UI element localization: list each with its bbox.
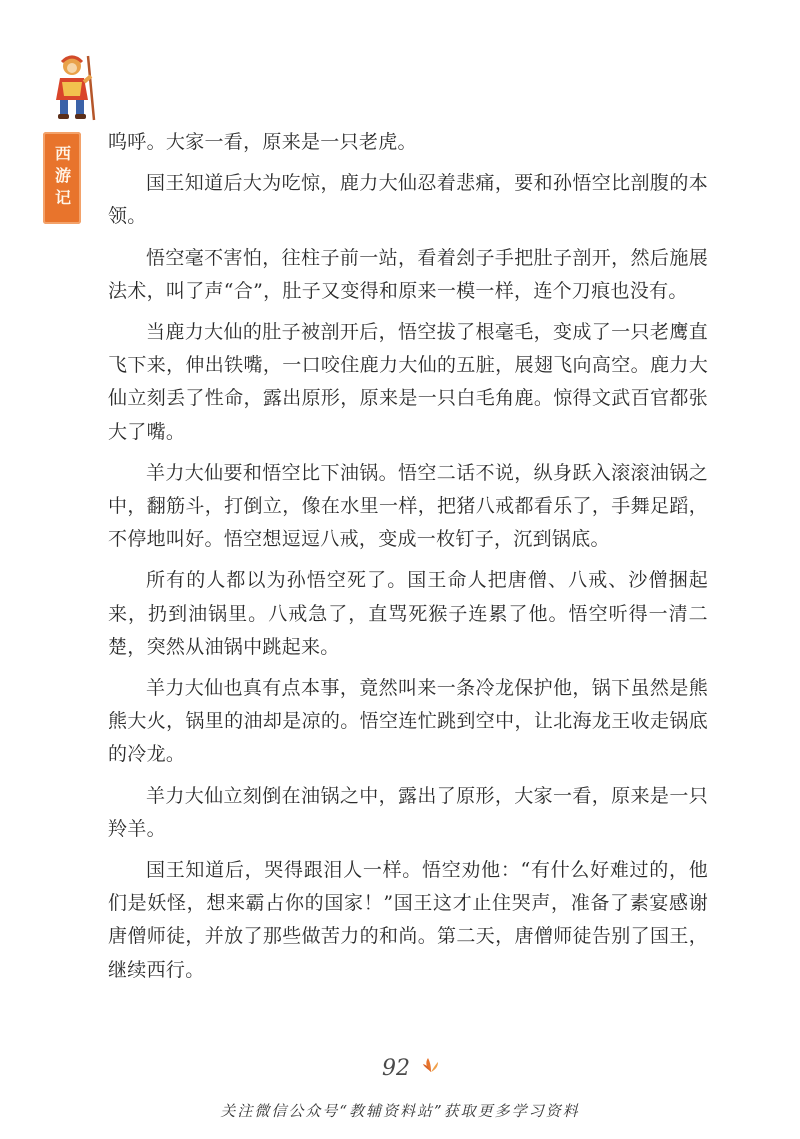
monkey-king-icon [44,52,104,124]
paragraph: 呜呼。大家一看，原来是一只老虎。 [108,131,417,153]
paragraph: 羊力大仙也真有点本事，竟然叫来一条冷龙保护他，锅下虽然是熊熊大火，锅里的油却是凉的。悟空连忙跳到空中，让北海龙王收走锅底的冷龙。 [108,677,708,766]
book-title-tab [43,132,81,224]
paragraph: 悟空毫不害怕，往柱子前一站，看着刽子手把肚子剖开，然后施展法术，叫了声“合”，肚子又变得和原来一模一样，连个刀痕也没有。 [108,246,708,302]
page-number: 92 [382,1056,410,1081]
paragraph: 羊力大仙要和悟空比下油锅。悟空二话不说，纵身跃入滚滚油锅之中，翻筋斗，打倒立，像在水里一样，把猪八戒都看乐了，手舞足蹈，不停地叫好。悟空想逗逗八戒，变成一枚钉子，沉到锅底。 [108,461,708,551]
story-text [108,126,708,987]
book-title-label: 西游记 [52,145,72,211]
paragraph: 羊力大仙立刻倒在油锅之中，露出了原形，大家一看，原来是一只羚羊。 [108,784,708,840]
paragraph: 当鹿力大仙的肚子被剖开后，悟空拔了根毫毛，变成了一只老鹰直飞下来，伸出铁嘴，一口咬住鹿力大仙的五脏，展翅飞向高空。鹿力大仙立刻丢了性命，露出原形，原来是一只白毛角鹿。惊得文武百官都张大了嘴。 [108,321,708,443]
paragraph: 所有的人都以为孙悟空死了。国王命人把唐僧、八戒、沙僧捆起来，扔到油锅里。八戒急了，直骂死猴子连累了他。悟空听得一清二楚，突然从油锅中跳起来。 [108,569,708,658]
leaf-icon [422,1056,440,1074]
paragraph: 国王知道后，哭得跟泪人一样。悟空劝他：“有什么好难过的，他们是妖怪，想来霸占你的国家！”国王这才止住哭声，准备了素宴感谢唐僧师徒，并放了那些做苦力的和尚。第二天，唐僧师徒告别了国王，继续西行。 [108,859,708,981]
paragraph: 国王知道后大为吃惊，鹿力大仙忍着悲痛，要和孙悟空比剖腹的本领。 [108,172,708,228]
footer-watermark: 关注微信公众号“教辅资料站”获取更多学习资料 [220,1102,580,1120]
